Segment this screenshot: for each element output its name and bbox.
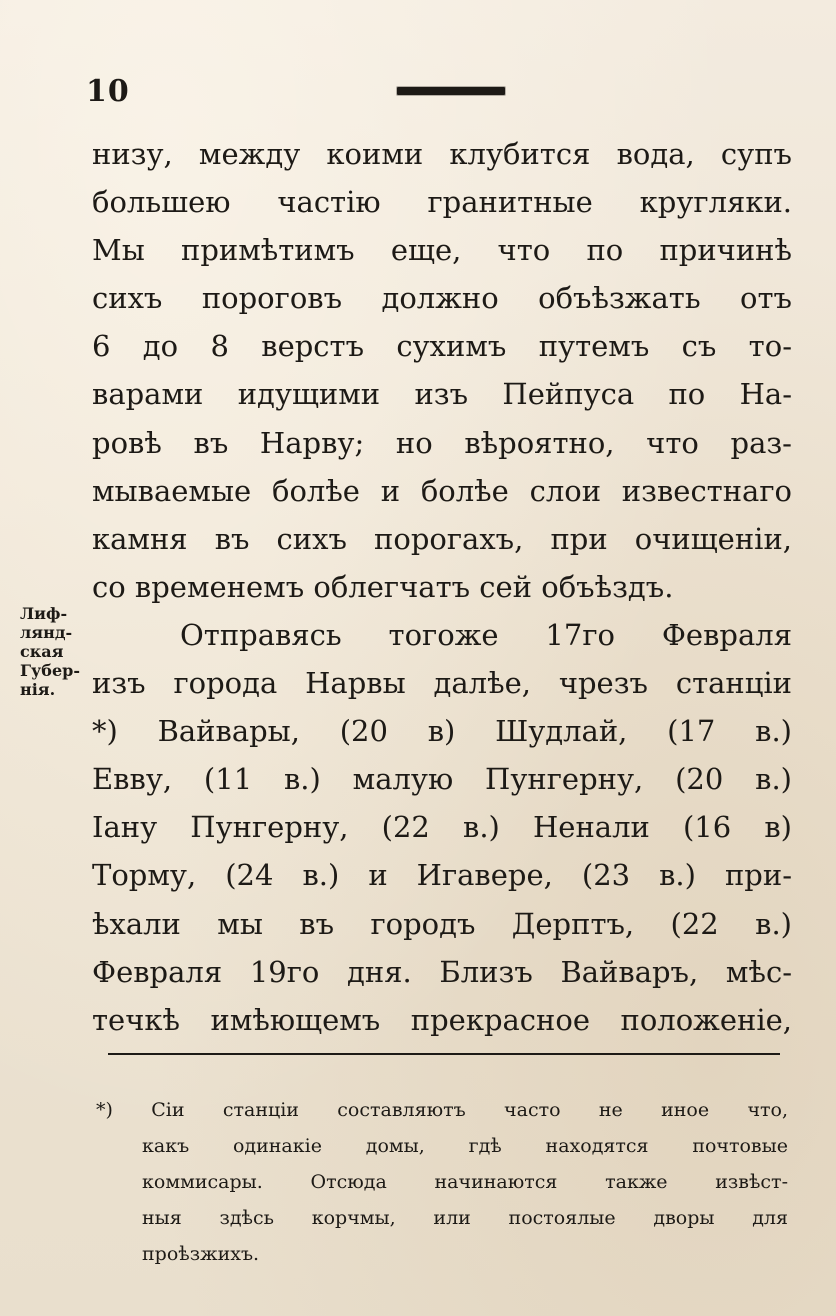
- body-line: 6 до 8 верстъ сухимъ путемъ съ то-: [92, 329, 792, 364]
- body-line: Евву, (11 в.) малую Пунгерну, (20 в.): [92, 762, 792, 797]
- body-line-paragraph-start: Отправясь тогоже 17го Февраля: [180, 617, 792, 652]
- body-line: ровѣ въ Нарву; но вѣроятно, что раз-: [92, 425, 792, 460]
- footnote: [96, 1092, 788, 1272]
- margin-note-line: ская: [20, 642, 64, 661]
- body-line: со временемъ облегчатъ сей объѣздъ.: [92, 569, 674, 604]
- body-line: Іану Пунгерну, (22 в.) Ненали (16 в): [92, 810, 792, 845]
- body-line: Торму, (24 в.) и Игавере, (23 в.) при-: [92, 858, 792, 893]
- footnote-line: какъ одинакіе домы, гдѣ находятся почтовые: [142, 1135, 788, 1157]
- body-line: большею частію гранитные кругляки.: [92, 185, 792, 220]
- margin-note-line: Лиф-: [20, 604, 68, 623]
- body-line: изъ города Нарвы далѣе, чрезъ станціи: [92, 666, 792, 701]
- margin-note-line: Губер-: [20, 661, 80, 680]
- body-line: Мы примѣтимъ еще, что по причинѣ: [92, 233, 792, 268]
- footnote-line: ныя здѣсь корчмы, или постоялые дворы для: [142, 1207, 788, 1229]
- margin-note-line: нія.: [20, 680, 56, 699]
- footnote-separator: [108, 1053, 780, 1055]
- body-text: [92, 130, 792, 1044]
- body-line: *) Вайвары, (20 в) Шудлай, (17 в.): [92, 714, 792, 749]
- body-line: низу, между коими клубится вода, супъ: [92, 137, 792, 171]
- body-line: варами идущими изъ Пейпуса по На-: [92, 377, 792, 412]
- footnote-line: проѣзжихъ.: [142, 1243, 260, 1265]
- body-line: сихъ пороговъ должно объѣзжать отъ: [92, 281, 792, 316]
- footnote-line: коммисары. Отсюда начинаются также извѣст-: [142, 1171, 788, 1193]
- page-number: 10: [86, 74, 130, 109]
- body-line: Февраля 19го дня. Близъ Вайваръ, мѣс-: [92, 954, 792, 989]
- footnote-line: *) Сіи станціи составляютъ часто не иное что,: [96, 1099, 788, 1121]
- body-line: камня въ сихъ порогахъ, при очищеніи,: [92, 521, 792, 556]
- header-ornament-rule: [397, 87, 505, 95]
- body-line: мываемые болѣе и болѣе слои известнаго: [92, 473, 792, 508]
- body-line: течкѣ имѣющемъ прекрасное положеніе,: [92, 1002, 792, 1037]
- margin-note: [20, 604, 100, 699]
- margin-note-line: лянд-: [20, 623, 73, 642]
- body-line: ѣхали мы въ городъ Дерптъ, (22 в.): [92, 906, 792, 941]
